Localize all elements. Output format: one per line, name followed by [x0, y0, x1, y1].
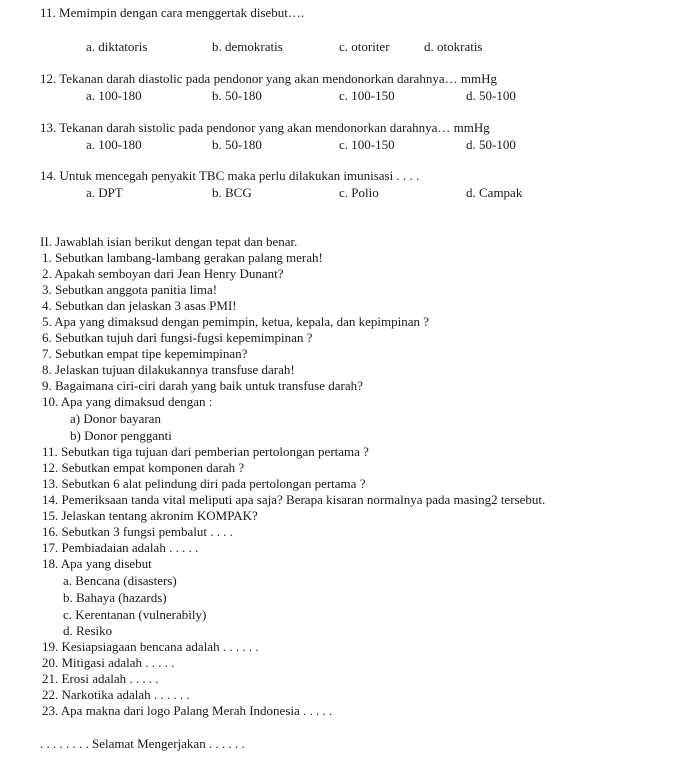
mc-option-14c: c. Polio [339, 185, 379, 200]
mc-option-13a: a. 100-180 [86, 137, 142, 152]
essay-item-13: 13. Sebutkan 6 alat pelindung diri pada pertolongan pertama ? [42, 476, 366, 491]
closing-text: . . . . . . . . Selamat Mengerjakan . . . . . . [40, 736, 245, 751]
mc-option-12c: c. 100-150 [339, 88, 395, 103]
essay-item-18d: d. Resiko [63, 623, 113, 638]
essay-item-18b: b. Bahaya (hazards) [63, 590, 167, 605]
essay-item-16: 16. Sebutkan 3 fungsi pembalut . . . . [42, 524, 234, 539]
essay-item-18a: a. Bencana (disasters) [63, 573, 177, 588]
mc-option-13c: c. 100-150 [339, 137, 395, 152]
essay-item-3: 3. Sebutkan anggota panitia lima! [42, 282, 218, 297]
essay-item-1: 1. Sebutkan lambang-lambang gerakan palang merah! [42, 250, 323, 265]
essay-item-21: 21. Erosi adalah . . . . . [42, 671, 159, 686]
essay-item-5: 5. Apa yang dimaksud dengan pemimpin, ketua, kepala, dan kepimpinan ? [42, 314, 430, 329]
mc-question-11: 11. Memimpin dengan cara menggertak disebut…. [40, 5, 305, 20]
essay-heading: II. Jawablah isian berikut dengan tepat dan benar. [40, 234, 298, 249]
essay-item-2: 2. Apakah semboyan dari Jean Henry Dunant? [42, 266, 284, 281]
essay-item-17: 17. Pembiadaian adalah . . . . . [42, 540, 199, 555]
mc-option-14a: a. DPT [86, 185, 123, 200]
mc-option-14b: b. BCG [212, 185, 252, 200]
essay-item-4: 4. Sebutkan dan jelaskan 3 asas PMI! [42, 298, 237, 313]
mc-question-12: 12. Tekanan darah diastolic pada pendonor yang akan mendonorkan darahnya… mmHg [40, 71, 497, 86]
essay-item-18c: c. Kerentanan (vulnerabily) [63, 607, 207, 622]
mc-option-13b: b. 50-180 [212, 137, 262, 152]
essay-item-10a: a) Donor bayaran [70, 411, 161, 426]
essay-item-12: 12. Sebutkan empat komponen darah ? [42, 460, 245, 475]
mc-option-13d: d. 50-100 [466, 137, 516, 152]
essay-item-6: 6. Sebutkan tujuh dari fungsi-fugsi kepemimpinan ? [42, 330, 313, 345]
mc-option-11b: b. demokratis [212, 39, 283, 54]
mc-option-12d: d. 50-100 [466, 88, 516, 103]
mc-option-12b: b. 50-180 [212, 88, 262, 103]
essay-item-18: 18. Apa yang disebut [42, 556, 152, 571]
mc-option-12a: a. 100-180 [86, 88, 142, 103]
essay-item-22: 22. Narkotika adalah . . . . . . [42, 687, 190, 702]
essay-item-7: 7. Sebutkan empat tipe kepemimpinan? [42, 346, 248, 361]
essay-item-8: 8. Jelaskan tujuan dilakukannya transfuse darah! [42, 362, 295, 377]
essay-item-15: 15. Jelaskan tentang akronim KOMPAK? [42, 508, 258, 523]
essay-item-9: 9. Bagaimana ciri-ciri darah yang baik untuk transfuse darah? [42, 378, 363, 393]
essay-item-10b: b) Donor pengganti [70, 428, 172, 443]
essay-item-11: 11. Sebutkan tiga tujuan dari pemberian pertolongan pertama ? [42, 444, 369, 459]
mc-option-11c: c. otoriter [339, 39, 390, 54]
essay-item-10: 10. Apa yang dimaksud dengan : [42, 394, 213, 409]
essay-item-14: 14. Pemeriksaan tanda vital meliputi apa saja? Berapa kisaran normalnya pada masing2 tersebut. [42, 492, 546, 507]
mc-option-11a: a. diktatoris [86, 39, 148, 54]
essay-item-23: 23. Apa makna dari logo Palang Merah Indonesia . . . . . [42, 703, 333, 718]
essay-item-19: 19. Kesiapsiagaan bencana adalah . . . . . . [42, 639, 259, 654]
mc-option-11d: d. otokratis [424, 39, 483, 54]
mc-option-14d: d. Campak [466, 185, 523, 200]
essay-item-20: 20. Mitigasi adalah . . . . . [42, 655, 175, 670]
mc-question-14: 14. Untuk mencegah penyakit TBC maka perlu dilakukan imunisasi . . . . [40, 168, 420, 183]
mc-question-13: 13. Tekanan darah sistolic pada pendonor yang akan mendonorkan darahnya… mmHg [40, 120, 490, 135]
